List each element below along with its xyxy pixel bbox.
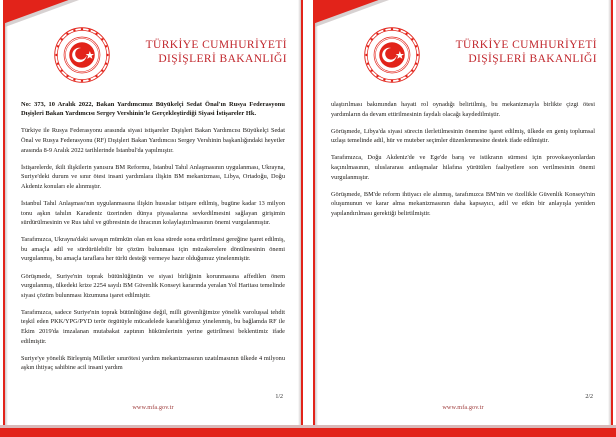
paragraph: İstişarelerde, ikili ilişkilerin yanısıra BM Reformu, İstanbul Tahıl Anlaşmasının uygulanması, Ukrayna, Suriye'deki durum ve sınır ötesi insani yardımlara ilişkin BM mekanizması, Libya, Ortadoğu, Doğu Akdeniz konuları ele alınmıştır. — [21, 163, 285, 190]
page-header — [5, 0, 301, 100]
page-1-footer — [5, 394, 301, 420]
ministry-title-line1: TÜRKİYE CUMHURİYETİ — [455, 39, 597, 51]
paragraph: Tarafımızca, Ukrayna'daki savaşın mümkün olan en kısa sürede sona erdirilmesi gereğine işaret edilmiş, bu amaçla adil ve sürdürülebilir bir çözüm bulunması için müzakerelere dönülmesinin önemi vurgulanmış, bu amaçla taraflara her türlü desteği vermeye hazır olduğumuz yinelenmiştir. — [21, 236, 285, 263]
document-page-1 — [3, 0, 303, 428]
paragraph: Görüşmede, Suriye'nin toprak bütünlüğünün ve siyasi birliğinin korunmasına affedilen önem vurgulanmış, ülkedeki krize 2254 sayılı BM Güvenlik Konseyi kararında yeralan Yol Haritası temelinde siyasi çözüm bulunması lüzumuna işaret edilmiştir. — [21, 272, 285, 299]
ministry-title-line2: DIŞİŞLERİ BAKANLIĞI — [468, 53, 597, 65]
footer-website-url[interactable]: www.mfa.gov.tr — [132, 404, 174, 411]
page-header — [315, 0, 611, 100]
paragraph: ulaştırılması bakımından hayati rol oynadığı belirtilmiş, bu mekanizmayla birlikte çizgi ötesi yardımların da devam ettirilmesinin faydalı olacağı kaydedilmiştir. — [331, 101, 595, 118]
press-release-title: No: 373, 10 Aralık 2022, Bakan Yardımcımız Büyükelçi Sedat Önal'ın Rusya Federasyonu Dışişleri Bakan Yardımcısı Sergey Vershinin'le Gerçekleştirdiği Siyasi İstişareler Hk. — [21, 101, 285, 118]
document-page-2 — [313, 0, 613, 428]
paragraph: Tarafımızca, sadece Suriye'nin toprak bütünlüğüne değil, milli güvenliğimize yönelik varoluşsal tehdit teşkil eden PKK/YPG/PYD terör örgütüyle mücadelede kararlılığımız yinelenmiş, bu bağlamda RF ile Ekim 2019'da imzalanan mutabakat zaptının hükümlerinin yerine getirilmesi beklentimiz ifade edilmiştir. — [21, 308, 285, 345]
paragraph: Suriye'ye yönelik Birleşmiş Milletler sınırötesi yardım mekanizmasının uzatılmasının ülkede 4 milyonu aşkın ihtiyaç sahibine acil insani yardım — [21, 354, 285, 372]
ministry-title — [146, 38, 287, 66]
turkish-state-emblem-icon — [363, 26, 421, 84]
ministry-title-line1: TÜRKİYE CUMHURİYETİ — [145, 39, 287, 51]
paragraph: Görüşmede, BM'de reform ihtiyacı ele alınmış, tarafımızca BM'nin ve özellikle Güvenlik Konseyi'nin oluşumunun ve karar alma mekanizmasının daha kapsayıcı, adil ve etkin bir anlayışla yeniden yapılandırılması gerektiği belirtilmiştir. — [331, 190, 595, 217]
ministry-title — [456, 38, 597, 66]
bottom-red-bar — [0, 428, 616, 437]
page-2-body — [315, 100, 611, 394]
page-number: 2/2 — [585, 394, 593, 400]
paragraph: Görüşmede, Libya'da siyasi sürecin ilerletilmesinin önemine işaret edilmiş, ülkede en geniş toplumsal uzlaşı temelinde adil, hür ve muteber seçimler düzenlenmesine destek ifade edilmiştir. — [331, 127, 595, 145]
page-1-body — [5, 100, 301, 394]
paragraph: Tarafımızca, Doğu Akdeniz'de ve Ege'de barış ve istikrarın sürmesi için provokasyonlardan kaçınılmasının, uluslararası antlaşmalar hilafına yürütülen faaliyetlere son verilmesinin önemi vurgulanmıştır. — [331, 154, 595, 181]
ministry-title-line2: DIŞİŞLERİ BAKANLIĞI — [158, 53, 287, 65]
paragraph: İstanbul Tahıl Anlaşması'nın uygulanmasına ilişkin hususlar istişare edilmiş, bugüne kadar 13 milyon tonu aşkın tahılın Karadeniz üzerinden dünya piyasalarına sevkedilmesini sağlayan girişimin sürdürülmesinin ve Rus tahıl ve gübresinin de ihracının kolaylaştırılmasının önemi vurgulanmıştır. — [21, 199, 285, 227]
paragraph: Türkiye ile Rusya Federasyonu arasında siyasi istişareler Dışişleri Bakan Yardımcısı Büyükelçi Sedat Önal ve Rusya Federasyonu (RF) Dışişleri Bakan Yardımcısı Sergey Vershinin başkanlığındaki heyetler arasında 8-9 Aralık 2022 tarihlerinde İstanbul'da yapılmıştır. — [21, 127, 285, 154]
page-number: 1/2 — [275, 394, 283, 400]
footer-website-url[interactable]: www.mfa.gov.tr — [442, 404, 484, 411]
turkish-state-emblem-icon — [53, 26, 111, 84]
page-2-footer — [315, 394, 611, 420]
